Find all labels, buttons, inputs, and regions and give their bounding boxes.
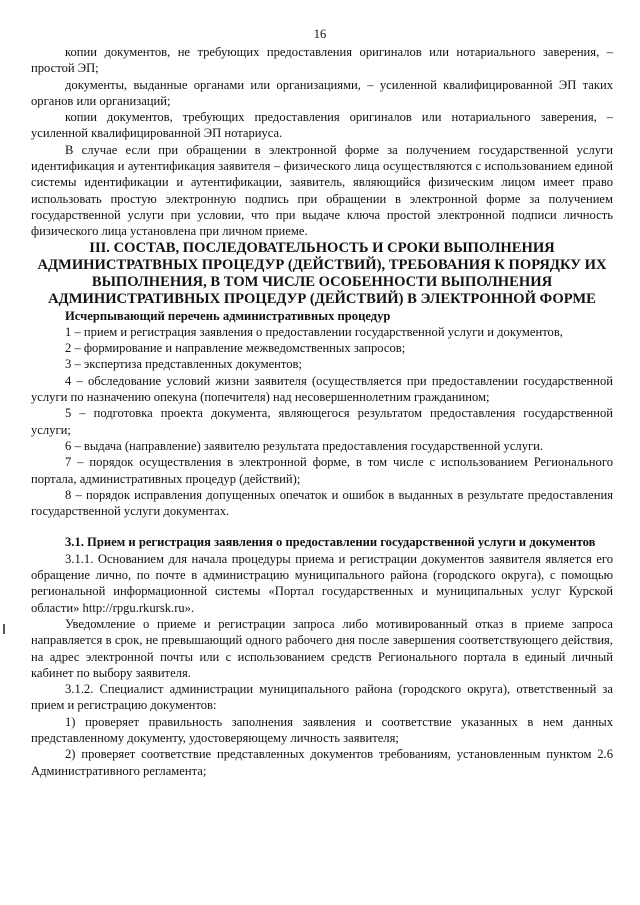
subsection-heading: 3.1. Прием и регистрация заявления о предоставлении государственной услуги и документов [65,535,596,550]
section-title: III. СОСТАВ, ПОСЛЕДОВАТЕЛЬНОСТЬ И СРОКИ ВЫПОЛНЕНИЯ АДМИНИСТРАТВНЫХ ПРОЦЕДУР (ДЕЙСТВИЙ), ТРЕБОВАНИЯ К ПОРЯДКУ ИХ ВЫПОЛНЕНИЯ, В ТОМ ЧИСЛЕ ОСОБЕННОСТИ ВЫПОЛНЕНИЯ АДМИНИСТРАТИВНЫХ ПРОЦЕДУР (ДЕЙСТВИЙ) В ЭЛЕКТРОННОЙ ФОРМЕ [37,239,607,307]
subsection-paragraph: 3.1.2. Специалист администрации муниципального района (городского округа), ответственный за прием и регистрацию документов: [31,682,613,713]
procedure-item: 4 – обследование условий жизни заявителя (осуществляется при предоставлении государственной услуги по назначению опекуна (попечителя) над несовершеннолетним гражданином; [31,373,613,405]
procedure-item: 7 – порядок осуществления в электронной форме, в том числе с использованием Регионального портала, административных процедур (действий); [31,455,613,486]
intro-paragraph: копии документов, не требующих предоставления оригиналов или нотариального заверения, – простой ЭП; [31,45,613,76]
subsection-paragraph: 1) проверяет правильность заполнения заявления и соответствие указанных в нем данных представленному документу, удостоверяющему личность заявителя; [31,714,613,745]
procedure-item: 6 – выдача (направление) заявителю результата предоставления государственной услуги. [65,438,544,453]
intro-paragraph: копии документов, требующих предоставления оригиналов или нотариального заверения, – усиленной квалифицированной ЭП нотариуса. [31,110,613,141]
procedure-item: 8 – порядок исправления допущенных опечаток и ошибок в выданных в результате предоставления государственной услуги документах. [31,487,613,519]
intro-paragraph: В случае если при обращении в электронной форме за получением государственной услуги идентификация и аутентификация заявителя – физического лица осуществляются с использованием единой системы идентификации и аутентификации, заявитель, являющийся физическим лицом имеет право использовать простую электронную подпись при обращении в электронной форме за получением государственной услуги при условии, что при выдаче ключа простой электронной подписи личность физического лица установлена при личном приеме. [31,142,613,239]
intro-paragraph: документы, выданные органами или организациями, – усиленной квалифицированной ЭП таких органов или организаций; [31,77,613,108]
page-number: 16 [313,27,327,41]
procedure-item: 1 – прием и регистрация заявления о предоставлении государственной услуги и документов, [65,324,563,339]
procedure-item: 2 – формирование и направление межведомственных запросов; [65,341,406,356]
procedure-item: 3 – экспертиза представленных документов; [65,357,303,372]
document-body [31,44,613,779]
subsection-paragraph: 2) проверяет соответствие представленных документов требованиям, установленным пунктом 2.6 Административного регламента; [31,747,613,778]
subsection-paragraph: 3.1.1. Основанием для начала процедуры приема и регистрации документов заявителя является его обращение лично, по почте в администрацию муниципального района (городского округа), с помощью региональной информационной системы «Портал государственных и муниципальных услуг Курской области» http://rpgu.rkursk.ru». [31,551,613,615]
procedures-heading: Исчерпывающий перечень административных процедур [65,308,391,323]
margin-mark [3,624,5,634]
procedure-item: 5 – подготовка проекта документа, являющегося результатом предоставления государственной услуги; [31,406,613,437]
subsection-paragraph: Уведомление о приеме и регистрации запроса либо мотивированный отказ в приеме запроса направляется в срок, не превышающий одного рабочего дня после завершения соответствующего действия, на адрес электронной почты или с использованием средств Регионального портала в единый личный кабинет по выбору заявителя. [31,616,613,680]
